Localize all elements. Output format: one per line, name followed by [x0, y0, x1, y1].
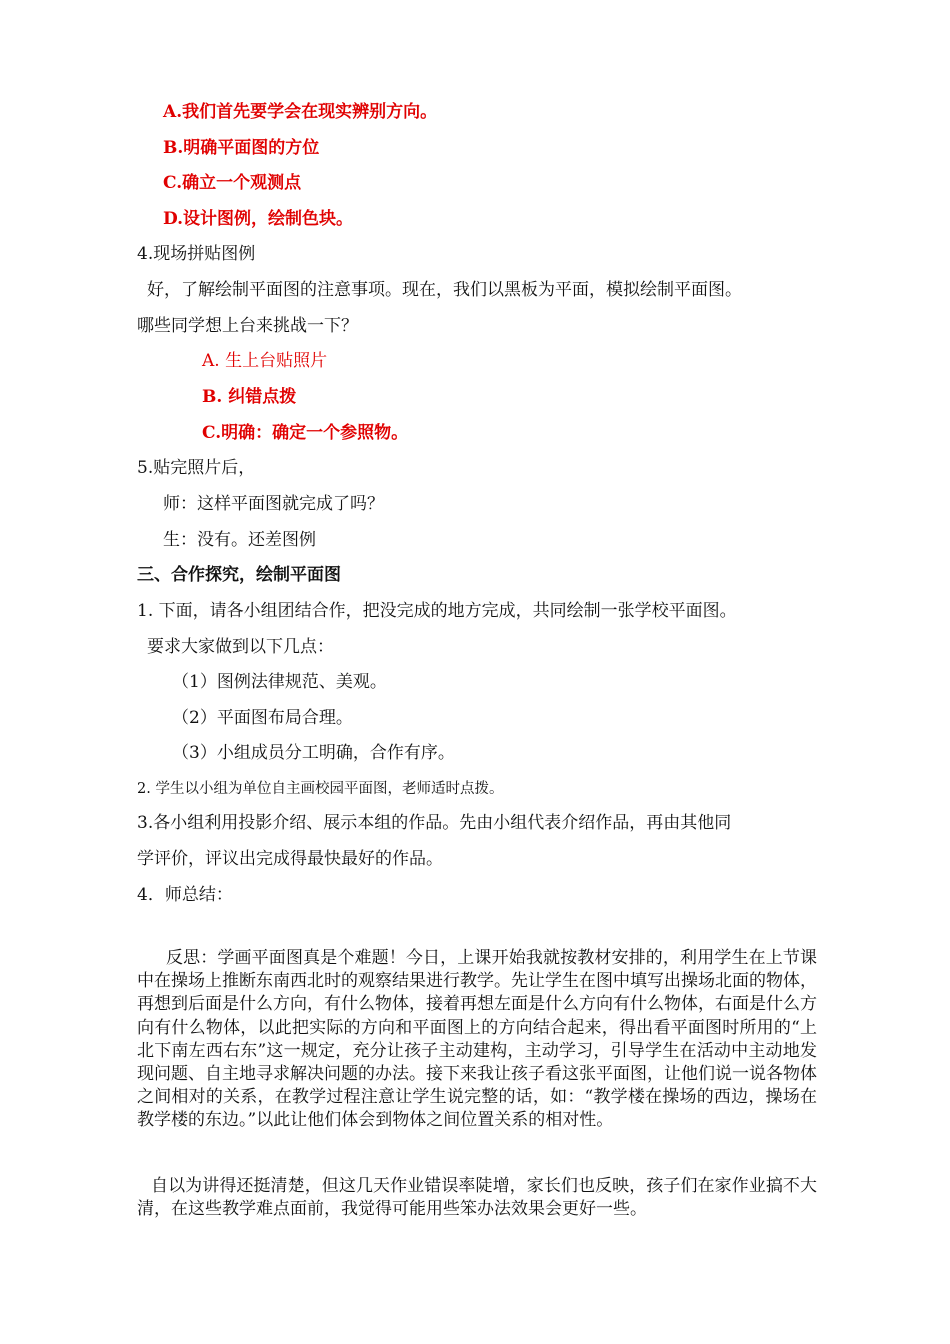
line-c-observation-point: C.确立一个观测点 — [163, 173, 302, 193]
sub-a-photos: A. 生上台贴照片 — [202, 351, 328, 371]
requirements-heading: 要求大家做到以下几点： — [147, 637, 334, 657]
line-d-legend: D.设计图例，绘制色块。 — [163, 209, 354, 229]
task-3-line-1: 3.各小组利用投影介绍、展示本组的作品。先由小组代表介绍作品，再由其他同 — [137, 813, 732, 833]
task-1-line: 1. 下面，请各小组团结合作，把没完成的地方完成，共同绘制一张学校平面图。 — [137, 601, 737, 621]
task-3-line-2: 学评价，评议出完成得最快最好的作品。 — [137, 849, 443, 869]
sub-c-reference: C.明确：确定一个参照物。 — [202, 423, 409, 443]
teacher-question: 师：这样平面图就完成了吗？ — [163, 494, 384, 514]
intro-line-1: 好，了解绘制平面图的注意事项。现在，我们以黑板为平面，模拟绘制平面图。 — [147, 280, 742, 300]
requirement-2: （2）平面图布局合理。 — [172, 708, 353, 728]
student-answer: 生：没有。还差图例 — [163, 530, 316, 550]
intro-line-2: 哪些同学想上台来挑战一下？ — [137, 316, 358, 336]
task-2-line: 2. 学生以小组为单位自主画校园平面图，老师适时点拨。 — [137, 781, 504, 797]
reflection-paragraph-2: 自以为讲得还挺清楚，但这几天作业错误率陡增，家长们也反映，孩子们在家作业搞不大清，在这些教学难点面前，我觉得可能用些笨办法效果会更好一些。 — [137, 1176, 817, 1220]
task-4-summary: 4．师总结： — [137, 885, 233, 905]
reflection-paragraph-1: 反思：学画平面图真是个难题！今日，上课开始我就按教材安排的，利用学生在上节课中在操场上推断东南西北时的观察结果进行教学。先让学生在图中填写出操场北面的物体，再想到后面是什么方向，有什么物体，接着再想左面是什么方向有什么物体，右面是什么方向有什么物体，以此把实际的方向和平面图上的方向结合起来，得出看平面图时所用的“上北下南左西右东”这一规定，充分让孩子主动建构，主动学习，引导学生在活动中主动地发现问题、自主地寻求解决问题的办法。接下来我让孩子看这张平面图，让他们说一说各物体之间相对的关系，在教学过程注意让学生说完整的话，如：“教学楼在操场的西边，操场在教学楼的东边。”以此让他们体会到物体之间位置关系的相对性。 — [137, 948, 817, 1131]
step-4-heading: 4.现场拼贴图例 — [137, 244, 256, 264]
section-3-heading: 三、合作探究，绘制平面图 — [137, 565, 341, 585]
line-a-direction: A.我们首先要学会在现实辨别方向。 — [163, 102, 438, 122]
requirement-3: （3）小组成员分工明确，合作有序。 — [172, 743, 455, 763]
step-5-heading: 5.贴完照片后， — [137, 458, 256, 478]
line-b-orientation: B.明确平面图的方位 — [163, 138, 320, 158]
sub-b-correct: B. 纠错点拨 — [202, 387, 297, 407]
requirement-1: （1）图例法律规范、美观。 — [172, 672, 387, 692]
